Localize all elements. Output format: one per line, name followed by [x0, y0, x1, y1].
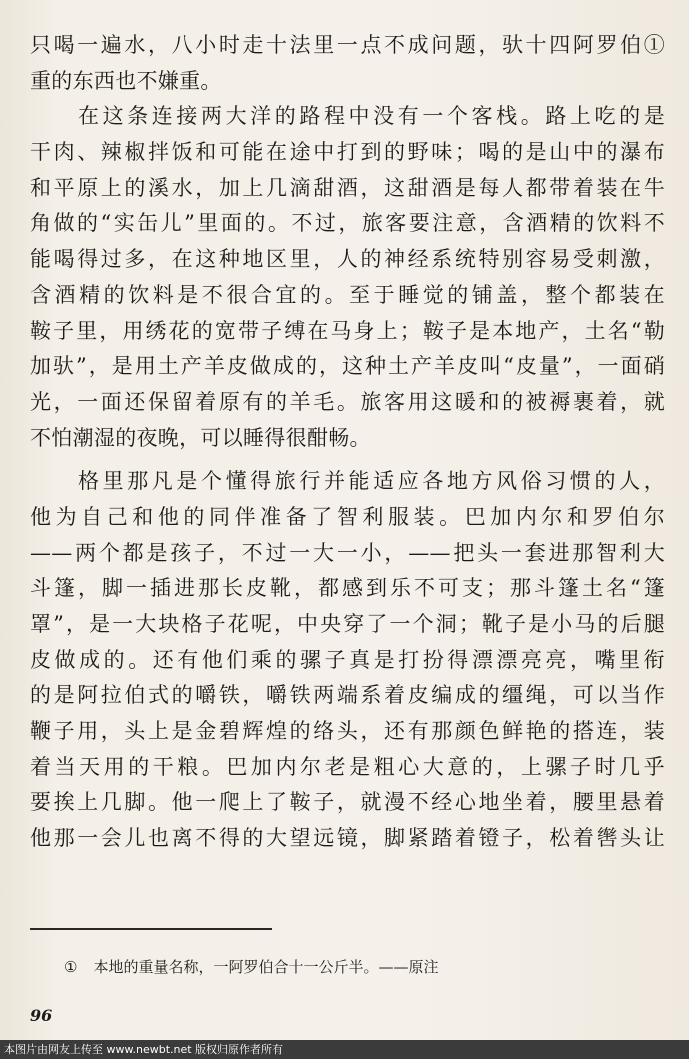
footnote-text: 本地的重量名称，一阿罗伯合十一公斤半。——原注 [93, 958, 439, 976]
text-line: 角做的“实缶儿”里面的。不过，旅客要注意，含酒精的饮料不 [30, 211, 665, 236]
text-line: ——两个都是孩子，不过一大一小，——把头一套进那智利大 [30, 540, 665, 565]
text-line: 光，一面还保留着原有的羊毛。旅客用这暖和的被褥裹着，就 [30, 389, 665, 414]
text-line: 他为自己和他的同伴准备了智利服装。巴加内尔和罗伯尔 [30, 504, 665, 529]
paragraph-gap [30, 456, 665, 464]
text-line: 含酒精的饮料是不很合宜的。至于睡觉的铺盖，整个都装在 [30, 282, 665, 307]
text-line: 重的东西也不嫌重。 [30, 68, 222, 93]
text-line: 皮做成的。还有他们乘的骡子真是打扮得漂漂亮亮，嘴里衔 [30, 647, 665, 672]
text-line: 能喝得过多，在这种地区里，人的神经系统特别容易受刺激， [30, 247, 665, 272]
page-number: 96 [30, 1006, 53, 1025]
footnote-divider [30, 928, 272, 930]
text-line: 干肉、辣椒拌饭和可能在途中打到的野味；喝的是山中的瀑布 [30, 140, 665, 165]
footnote [64, 956, 438, 978]
watermark-bar: 本图片由网友上传至 www.newbt.net 版权归原作者所有 [0, 1040, 689, 1059]
footnote-marker: ① [64, 958, 78, 976]
text-line: 要挨上几脚。他一爬上了鞍子，就漫不经心地坐着，腰里悬着 [30, 790, 665, 815]
text-line: 他那一会儿也离不得的大望远镜，脚紧踏着镫子，松着辔头让 [30, 826, 665, 851]
text-line: 着当天用的干粮。巴加内尔老是粗心大意的，上骡子时几乎 [30, 754, 665, 779]
text-line: 鞭子用，头上是金碧辉煌的络头，还有那颜色鲜艳的搭连，装 [30, 719, 665, 744]
text-line: 加驮”，是用土产羊皮做成的，这种土产羊皮叫“皮量”，一面硝 [30, 354, 665, 379]
text-line: 的是阿拉伯式的嚼铁，嚼铁两端系着皮编成的缰绳，可以当作 [30, 683, 665, 708]
text-line: 鞍子里，用绣花的宽带子缚在马身上；鞍子是本地产，土名“勒 [30, 318, 665, 343]
paragraph-start-line: 格里那凡是个懂得旅行并能适应各地方风俗习惯的人， [78, 469, 665, 494]
body-text [30, 28, 665, 857]
text-line: 斗篷，脚一插进那长皮靴，都感到乐不可支；那斗篷土名“篷 [30, 576, 665, 601]
text-line: 罩”，是一大块格子花呢，中央穿了一个洞；靴子是小马的后腿 [30, 612, 665, 636]
text-line: 和平原上的溪水，加上几滴甜酒，这甜酒是每人都带着装在牛 [30, 175, 665, 200]
text-line: 不怕潮湿的夜晚，可以睡得很酣畅。 [30, 425, 371, 450]
text-line: 只喝一遍水，八小时走十法里一点不成问题，驮十四阿罗伯① [30, 33, 665, 57]
paragraph-start-line: 在这条连接两大洋的路程中没有一个客栈。路上吃的是 [78, 104, 665, 129]
